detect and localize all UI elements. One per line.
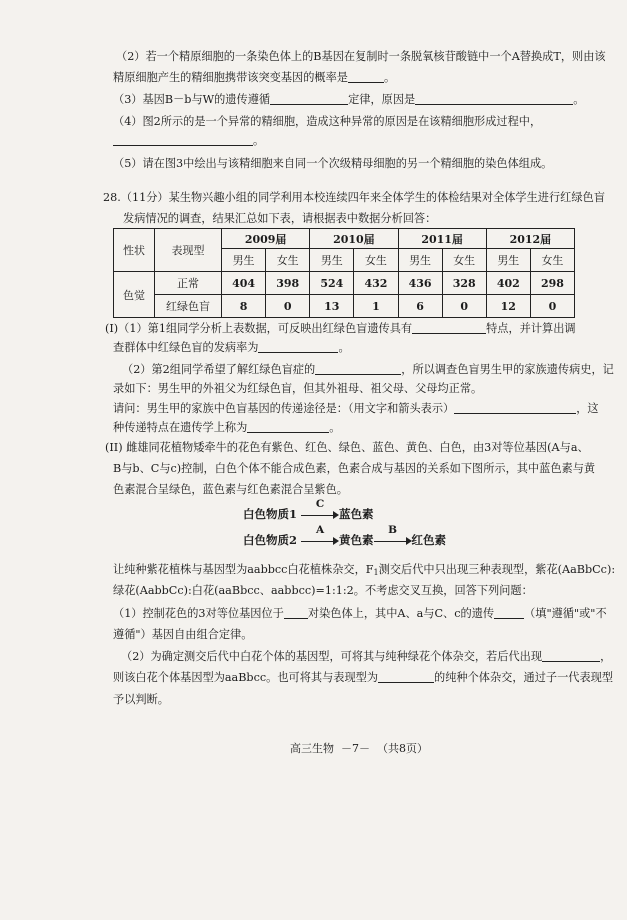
partI-q2-text-e: 种传递特点在遗传学上称为 [113, 421, 248, 434]
q27-part3-text-b: 定律，原因是 [348, 93, 416, 106]
cross-line2: 绿花(AabbCc):白花(aaBbcc、aabbcc)=1:1:2。不考虑交叉互换，回答下列问题： [113, 584, 533, 597]
q27-part2-line2: 精原细胞产生的精细胞携带该突变基因的概率是 。 [113, 71, 396, 84]
partI-q1-text-c: 查群体中红绿色盲的发病率为 [113, 341, 259, 354]
partI-q2-text-b: ，所以调查色盲男生甲的家族遗传病史，记 [401, 363, 614, 376]
partII-q2-line1 [121, 649, 611, 664]
partII-q2-text-d: 的纯种个体杂交，通过子一代表现型 [434, 671, 614, 684]
q27-part4-line2: 。 [113, 133, 264, 148]
q27-part3: （3）基因B－b与W的遗传遵循 定律，原因是 。 [113, 93, 585, 106]
blue-pigment: 蓝色素 [339, 507, 374, 521]
partII-q2-text-b: ， [600, 650, 612, 663]
sex-header: 女生 [442, 249, 486, 272]
partI-q2-line2: 录如下：男生甲的外祖父为红绿色盲，但其外祖母、祖父母、父母均正常。 [113, 382, 483, 395]
q27-part3-text-a: （3）基因B－b与W的遗传遵循 [113, 93, 271, 106]
year-header: 2010届 [310, 229, 398, 249]
answer-blank[interactable] [270, 92, 348, 105]
answer-blank[interactable] [494, 606, 524, 619]
answer-blank[interactable] [258, 340, 338, 353]
table-cell: 12 [486, 295, 530, 318]
q27-part2-text: 精原细胞产生的精细胞携带该突变基因的概率是 [113, 71, 348, 84]
gene-label: C [315, 498, 325, 510]
trait-header: 性状 [114, 229, 155, 272]
partII-line3: 色素混合呈绿色，蓝色素与红色素混合呈紫色。 [113, 483, 348, 496]
cross-subscript: 1 [373, 568, 379, 577]
answer-blank[interactable] [284, 606, 308, 619]
table-cell: 13 [310, 295, 354, 318]
partI-q2-line4: 种传递特点在遗传学上称为 。 [113, 421, 341, 434]
year-header: 2011届 [398, 229, 486, 249]
q27-part4-line1: （4）图2所示的是一个异常的精细胞，造成这种异常的原因是在该精细胞形成过程中， [113, 115, 542, 128]
partI-q1-line2: 查群体中红绿色盲的发病率为 。 [113, 341, 350, 354]
sex-header: 女生 [530, 249, 574, 272]
q28-intro-line1: 28.（11分）某生物兴趣小组的同学利用本校连续四年来全体学生的体检结果对全体学生进行红绿色盲 [103, 191, 605, 204]
partI-q2-text-d: ，这 [576, 402, 599, 415]
gene-label: B [388, 524, 397, 536]
arrow-icon [301, 524, 339, 546]
table-cell: 436 [398, 272, 442, 295]
cross-line1 [113, 562, 615, 580]
table-cell: 0 [442, 295, 486, 318]
cross-text-b: 测交后代中只出现三种表现型，紫花(AaBbCc): [378, 563, 616, 576]
yellow-pigment: 黄色素 [339, 533, 374, 547]
partI-q2-text-a: （2）第2组同学希望了解红绿色盲症的 [122, 363, 316, 376]
answer-blank[interactable] [542, 649, 600, 662]
partI-q2-line3 [113, 401, 599, 416]
white-substance-1: 白色物质1 [243, 507, 298, 521]
year-header: 2012届 [486, 229, 574, 249]
cross-text-a: 让纯种紫花植株与基因型为aabbcc白花植株杂交，F [113, 563, 374, 576]
sex-header: 男生 [486, 249, 530, 272]
table-cell: 1 [354, 295, 398, 318]
answer-blank[interactable] [315, 362, 401, 375]
table-cell: 0 [266, 295, 310, 318]
pathway-1 [243, 498, 374, 522]
q27-part2-line1: （2）若一个精原细胞的一条染色体上的B基因在复制时一条脱氧核苷酸链中一个A替换成T，则由该 [116, 50, 606, 63]
answer-blank[interactable] [247, 420, 329, 433]
row-label: 红绿色盲 [155, 295, 222, 318]
arrow-icon [374, 524, 412, 546]
partI-q1-text-a: (I)（1）第1组同学分析上表数据，可反映出红绿色盲遗传具有 [105, 322, 413, 335]
q28-intro-line2: 发病情况的调查，结果汇总如下表，请根据表中数据分析回答： [123, 212, 437, 225]
survey-table [113, 228, 575, 318]
partII-line2: B与b、C与c)控制，白色个体不能合成色素，色素合成与基因的关系如下图所示，其中蓝色素与黄 [113, 462, 596, 475]
table-cell: 402 [486, 272, 530, 295]
gene-label: A [315, 524, 325, 536]
partI-q1-line1 [105, 321, 576, 336]
pathway-2 [243, 524, 447, 548]
sex-header: 男生 [310, 249, 354, 272]
table-cell: 404 [222, 272, 266, 295]
row-label: 正常 [155, 272, 222, 295]
phenotype-header: 表现型 [155, 229, 222, 272]
partII-q1-text-a: （1）控制花色的3对等位基因位于 [113, 607, 284, 620]
partI-q1-text-b: 特点，并计算出调 [486, 322, 576, 335]
table-cell: 6 [398, 295, 442, 318]
partII-q2-line2 [113, 670, 613, 685]
table-cell: 398 [266, 272, 310, 295]
table-cell: 328 [442, 272, 486, 295]
table-cell: 0 [530, 295, 574, 318]
partI-q2-line1 [122, 362, 614, 377]
answer-blank[interactable] [415, 92, 573, 105]
sex-header: 女生 [354, 249, 398, 272]
table-cell: 524 [310, 272, 354, 295]
answer-blank[interactable] [454, 401, 576, 414]
trait-name: 色觉 [114, 272, 155, 318]
partII-line1: (II) 雌雄同花植物矮牵牛的花色有紫色、红色、绿色、蓝色、黄色、白色，由3对等位基因(A与a、 [105, 441, 589, 454]
sex-header: 男生 [222, 249, 266, 272]
page-footer: 高三生物 －7－ （共8页） [290, 742, 428, 755]
table-cell: 8 [222, 295, 266, 318]
partI-q2-text-c: 请问：男生甲的家族中色盲基因的传递途径是：（用文字和箭头表示） [113, 402, 455, 415]
answer-blank[interactable] [348, 70, 384, 83]
year-header: 2009届 [222, 229, 310, 249]
partII-q1-line1 [113, 606, 607, 621]
sex-header: 女生 [266, 249, 310, 272]
arrow-icon [301, 498, 339, 520]
partII-q2-text-a: （2）为确定测交后代中白花个体的基因型，可将其与纯种绿花个体杂交，若后代出现 [121, 650, 543, 663]
partII-q1-text-b: 对染色体上，其中A、a与C、c的遗传 [307, 607, 495, 620]
answer-blank[interactable] [113, 133, 253, 146]
partII-q2-line3: 予以判断。 [113, 693, 169, 706]
q27-part5: （5）请在图3中绘出与该精细胞来自同一个次级精母细胞的另一个精细胞的染色体组成。 [113, 157, 553, 170]
sex-header: 男生 [398, 249, 442, 272]
table-cell: 432 [354, 272, 398, 295]
table-cell: 298 [530, 272, 574, 295]
answer-blank[interactable] [378, 670, 434, 683]
partII-q1-text-c: （填"遵循"或"不 [524, 607, 607, 620]
partII-q2-text-c: 则该白花个体基因型为aaBbcc。也可将其与表现型为 [113, 671, 379, 684]
partII-q1-line2: 遵循"）基因自由组合定律。 [113, 628, 253, 641]
red-pigment: 红色素 [411, 533, 447, 547]
white-substance-2: 白色物质2 [243, 533, 298, 547]
answer-blank[interactable] [412, 321, 486, 334]
